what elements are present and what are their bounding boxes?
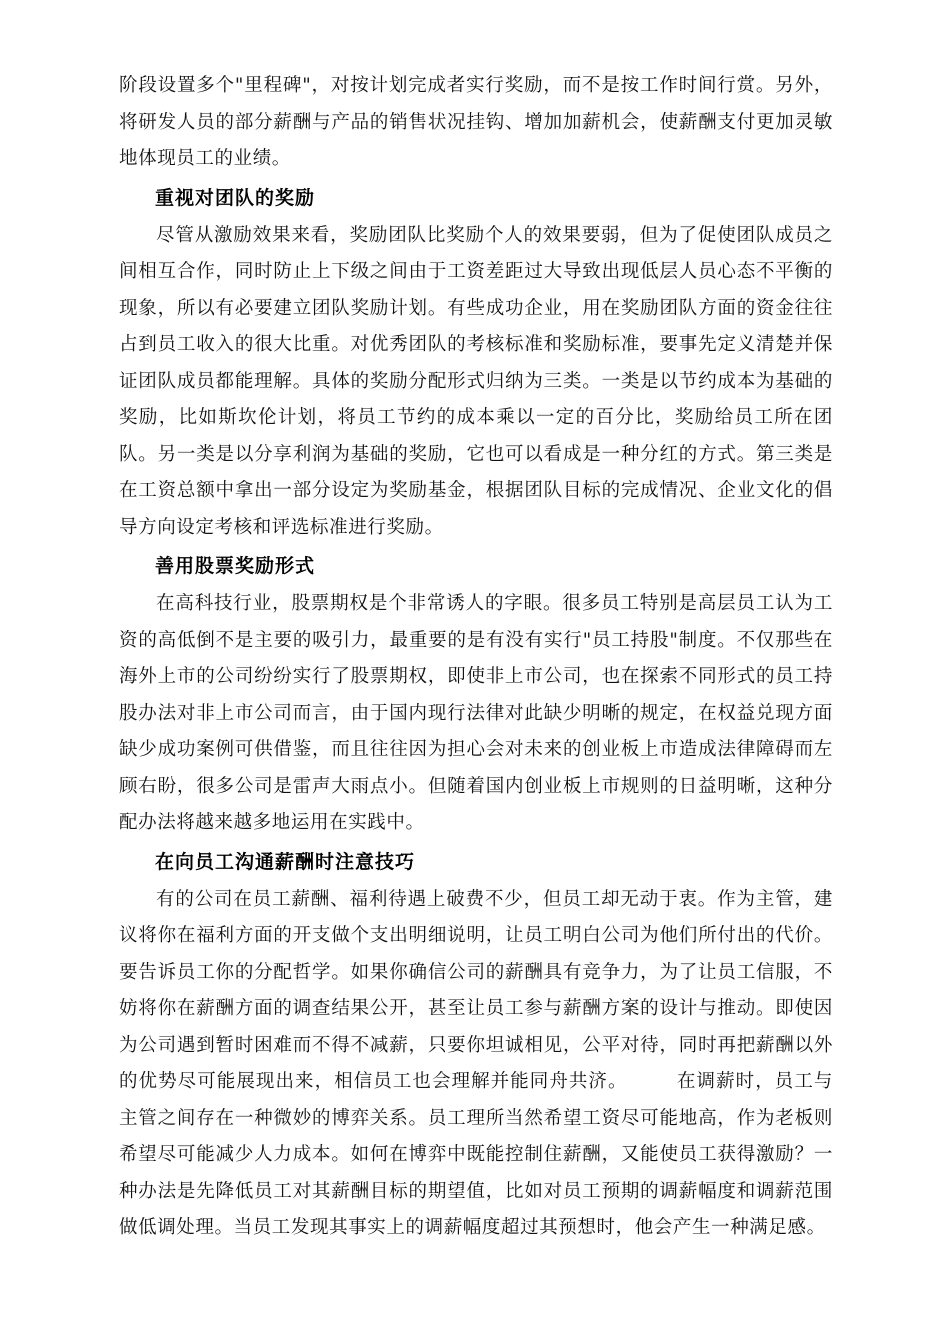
section-body-team-rewards: 尽管从激励效果来看，奖励团队比奖励个人的效果要弱，但为了促使团队成员之间相互合作，同时防止上下级之间由于工资差距过大导致出现低层人员心态不平衡的现象，所以有必要建立团队奖励计划。有些成功企业，用在奖励团队方面的资金往往占到员工收入的很大比重。对优秀团队的考核标准和奖励标准，要事先定义清楚并保证团队成员都能理解。具体的奖励分配形式归纳为三类。一类是以节约成本为基础的奖励，比如斯坎伦计划，将员工节约的成本乘以一定的百分比，奖励给员工所在团队。另一类是以分享利润为基础的奖励，它也可以看成是一种分红的方式。第三类是在工资总额中拿出一部分设定为奖励基金，根据团队目标的完成情况、企业文化的倡导方向设定考核和评选标准进行奖励。 bbox=[119, 224, 833, 538]
section-heading-salary-communication: 在向员工沟通薪酬时注意技巧 bbox=[155, 850, 416, 873]
section-body-stock-rewards: 在高科技行业，股票期权是个非常诱人的字眼。很多员工特别是高层员工认为工资的高低倒不是主要的吸引力，最重要的是有没有实行"员工持股"制度。不仅那些在海外上市的公司纷纷实行了股票期权，即使非上市公司，也在探索不同形式的员工持股办法对非上市公司而言，由于国内现行法律对此缺少明晰的规定，在权益兑现方面缺少成功案例可供借鉴，而且往往因为担心会对未来的创业板上市造成法律障碍而左顾右盼，很多公司是雷声大雨点小。但随着国内创业板上市规则的日益明晰，这种分配办法将越来越多地运用在实践中。 bbox=[119, 593, 833, 833]
section-heading-team-rewards: 重视对团队的奖励 bbox=[155, 186, 316, 209]
intro-paragraph: 阶段设置多个"里程碑"，对按计划完成者实行奖励，而不是按工作时间行赏。另外，将研发人员的部分薪酬与产品的销售状况挂钩、增加加薪机会，使薪酬支付更加灵敏地体现员工的业绩。 bbox=[119, 75, 833, 169]
section-heading-stock-rewards: 善用股票奖励形式 bbox=[155, 555, 316, 577]
section-body-salary-communication: 有的公司在员工薪酬、福利待遇上破费不少，但员工却无动于衷。作为主管，建议将你在福利方面的开支做个支出明细说明，让员工明白公司为他们所付出的代价。要告诉员工你的分配哲学。如果你确信公司的薪酬具有竞争力，为了让员工信服，不妨将你在薪酬方面的调查结果公开，甚至让员工参与薪酬方案的设计与推动。即使因为公司遇到暂时困难而不得不减薪，只要你坦诚相见，公平对待，同时再把薪酬以外的优势尽可能展现出来，相信员工也会理解并能同舟共济。 在调薪时，员工与主管之间存在一种微妙的博弈关系。员工理所当然希望工资尽可能地高，作为老板则希望尽可能减少人力成本。如何在博弈中既能控制住薪酬，又能使员工获得激励？一种办法是先降低员工对其薪酬目标的期望值，比如对员工预期的调薪幅度和调薪范围做低调处理。当员工发现其事实上的调薪幅度超过其预想时，他会产生一种满足感。 bbox=[119, 888, 833, 1238]
document-body bbox=[119, 68, 833, 1247]
